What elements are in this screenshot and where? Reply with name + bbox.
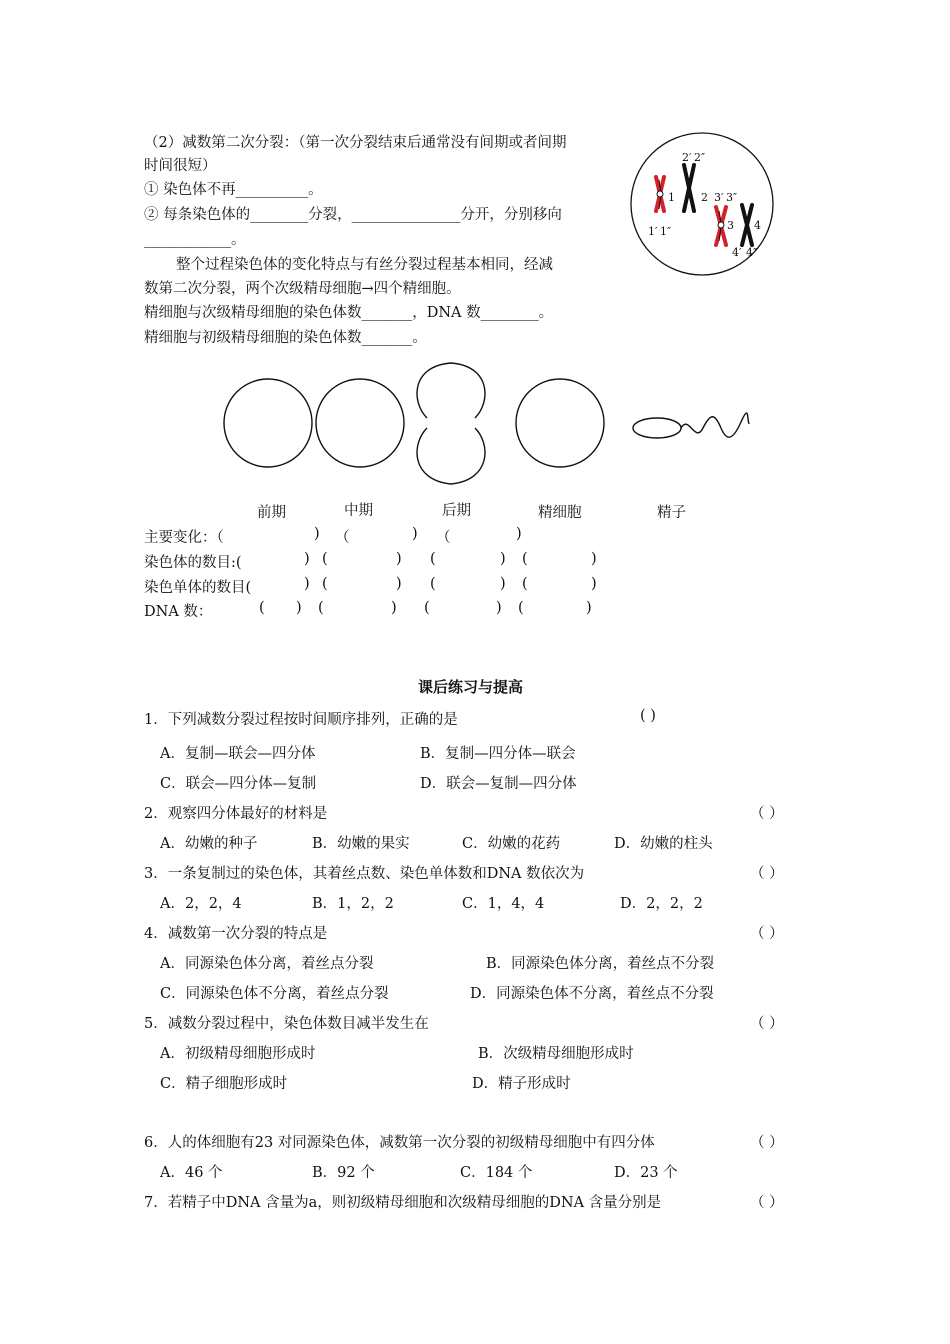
option: A．同源染色体分离，着丝点分裂 [160,956,374,972]
row-chromosome-count-paren: ) [591,551,597,567]
row-chromosome-count-paren: ) [396,551,402,567]
label-4p: 4′ [732,246,742,259]
chromosome-4-black [742,205,752,245]
chromosome-1-red [656,177,664,211]
stage-label-spermatid: 精细胞 [538,505,582,521]
row-dna-count-paren: ( [518,600,524,616]
stage-drawings [215,358,760,503]
option: A．初级精母细胞形成时 [160,1046,316,1062]
option: A．2，2，4 [160,896,242,912]
question-5: 5．减数分裂过程中，染色体数目减半发生在 [144,1016,429,1032]
row-chromosome-count-paren: ) [304,551,310,567]
option: D．2，2，2 [620,896,703,912]
row-chromosome-count-paren: ( [430,551,436,567]
option: C．同源染色体不分离，着丝点分裂 [160,986,389,1002]
label-3p: 3′ [714,191,724,204]
option: D．幼嫩的柱头 [614,836,713,852]
row-chromatid-count-paren: ) [591,576,597,592]
part2-paragraph-line2: 数第二次分裂，两个次级精母细胞→四个精细胞。 [144,281,461,297]
part2-item1: ① 染色体不再__________。 [144,182,323,198]
row-chromatid-count-paren: ( [522,576,528,592]
answer-paren: （ ） [750,806,784,822]
label-2pp: 2″ [694,151,706,164]
option: B．幼嫩的果实 [312,836,410,852]
question-4: 4．减数第一次分裂的特点是 [144,926,328,942]
part2-paragraph-line1: 整个过程染色体的变化特点与有丝分裂过程基本相同，经减 [176,257,553,273]
stage-label-anaphase: 后期 [442,503,471,519]
question-6: 6．人的体细胞有23 对同源染色体，减数第一次分裂的初级精母细胞中有四分体 [144,1135,655,1151]
sperm-tail [681,413,749,437]
option: C．精子细胞形成时 [160,1076,288,1092]
part2-heading-line2: 时间很短） [144,158,217,174]
row-chromatid-count-paren: ) [500,576,506,592]
row-dna-count-paren: ) [296,600,302,616]
prophase-cell [224,379,312,467]
stage-label-metaphase: 中期 [344,503,373,519]
option: B．次级精母细胞形成时 [478,1046,634,1062]
row-main-change-paren: ) [412,526,418,542]
row-dna-count-paren: ) [586,600,592,616]
part2-line-a: 精细胞与次级精母细胞的染色体数_______，DNA 数________。 [144,305,554,321]
option: C．184 个 [460,1165,533,1181]
option: C．联会—四分体—复制 [160,776,317,792]
label-1pp: 1″ [660,225,672,238]
exercise-title: 课后练习与提高 [418,678,524,696]
row-chromosome-count-paren: ) [500,551,506,567]
answer-paren: （ ） [750,866,784,882]
chromosome-2-black [684,165,694,211]
spermatid-cell [516,379,604,467]
metaphase-cell [316,379,404,467]
label-4pp: 4″ [746,246,758,259]
answer-paren: （ ） [750,1016,784,1032]
option: B．92 个 [312,1165,375,1181]
row-main-change-paren: （ [335,530,350,546]
row-chromosome-count-label: 染色体的数目:( [144,555,242,571]
answer-paren: （ ） [750,1195,784,1211]
row-chromatid-count-paren: ( [322,576,328,592]
option: C．幼嫩的花药 [462,836,561,852]
label-4: 4 [754,219,761,232]
question-2: 2．观察四分体最好的材料是 [144,806,328,822]
chromosome-3-red [716,207,726,245]
option: D．同源染色体不分离，着丝点不分裂 [470,986,714,1002]
part2-item2-cont: ____________。 [144,232,246,248]
part2-item2: ② 每条染色体的________分裂，_______________分开，分别移向 [144,207,562,223]
row-dna-count-paren: ) [496,600,502,616]
answer-paren: （ ） [750,926,784,942]
label-2: 2 [701,191,708,204]
label-1p: 1′ [648,225,658,238]
chromosome-figure [628,125,778,285]
option: C．1，4，4 [462,896,545,912]
option: A．复制—联会—四分体 [160,746,316,762]
option: D．联会—复制—四分体 [420,776,577,792]
row-dna-count-paren: ( [259,600,265,616]
row-main-change-label: 主要变化：（ [144,530,224,546]
row-chromosome-count-paren: ( [522,551,528,567]
part2-heading-line1: （2）减数第二次分裂：（第一次分裂结束后通常没有间期或者间期 [144,135,567,151]
option: D．精子形成时 [472,1076,571,1092]
row-main-change-paren: ) [516,526,522,542]
option: B．1，2，2 [312,896,394,912]
part2-line-b: 精细胞与初级精母细胞的染色体数_______。 [144,330,427,346]
row-main-change-paren: ) [314,526,320,542]
label-3pp: 3″ [726,191,738,204]
row-chromatid-count-paren: ( [430,576,436,592]
row-dna-count-paren: ( [424,600,430,616]
row-chromatid-count-paren: ) [304,576,310,592]
option: A．46 个 [160,1165,223,1181]
row-dna-count-paren: ) [391,600,397,616]
stage-label-sperm: 精子 [657,505,686,521]
row-dna-count-label: DNA 数： [144,604,213,620]
question-7: 7．若精子中DNA 含量为a，则初级精母细胞和次级精母细胞的DNA 含量分别是 [144,1195,662,1211]
answer-paren: （ ） [750,1135,784,1151]
question-3: 3．一条复制过的染色体，其着丝点数、染色单体数和DNA 数依次为 [144,866,585,882]
row-chromosome-count-paren: ( [322,551,328,567]
stage-label-prophase: 前期 [257,505,286,521]
option: A．幼嫩的种子 [160,836,258,852]
option: B．同源染色体分离，着丝点不分裂 [486,956,715,972]
row-dna-count-paren: ( [318,600,324,616]
row-main-change-paren: （ [436,530,451,546]
sperm-head [633,418,681,438]
option: D．23 个 [614,1165,678,1181]
label-1: 1 [668,191,675,204]
label-3: 3 [727,219,734,232]
answer-paren: ( ) [640,708,656,724]
label-2p: 2′ [682,151,692,164]
option: B．复制—四分体—联会 [420,746,576,762]
row-chromatid-count-paren: ) [396,576,402,592]
row-chromatid-count-label: 染色单体的数目( [144,580,252,596]
anaphase-cell [417,363,485,484]
question-1: 1．下列减数分裂过程按时间顺序排列，正确的是 [144,712,458,728]
